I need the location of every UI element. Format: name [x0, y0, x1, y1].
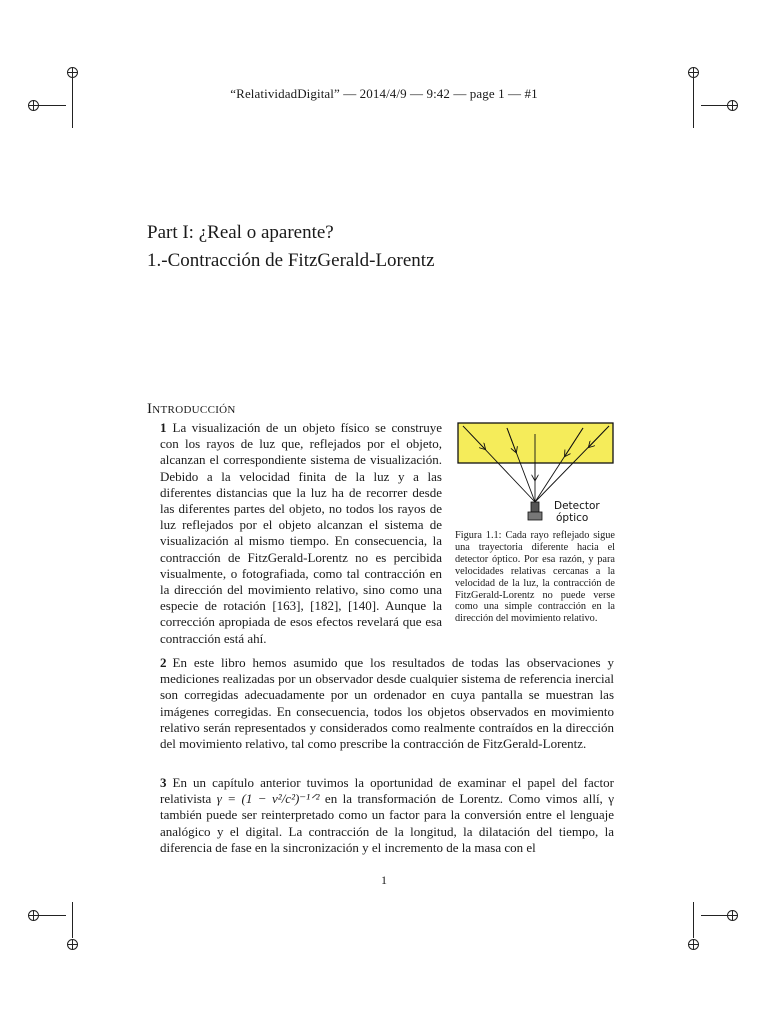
paragraph-number: 1 — [160, 420, 167, 435]
gamma-formula: γ = (1 − v²/c²)⁻¹ᐟ² — [216, 791, 320, 807]
detector-icon — [528, 502, 542, 520]
running-head: “RelatividadDigital” — 2014/4/9 — 9:42 — page 1 — #1 — [230, 86, 538, 101]
paragraph-1 — [160, 420, 442, 647]
paragraph-text-before: En un capítulo anterior tuvimos la oportunidad de examinar el papel del factor relativista — [160, 775, 614, 807]
moving-object-rect — [458, 423, 613, 463]
paragraph-3 — [160, 775, 614, 856]
paragraph-text-after: en la transformación de Lorentz. Como vimos allí, γ también puede ser reinterpretado como un factor para la conversión entre el lenguaje analógico y el digital. La contracción de la longitud, la dilatación del tiempo, la diferencia de fase en la sincronización y el incremento de la masa con el — [160, 791, 614, 855]
part-title: Part I: ¿Real o aparente? — [147, 222, 334, 243]
figure-diagram — [455, 420, 615, 528]
paragraph-number: 2 — [160, 655, 167, 670]
detector-label-line2: óptico — [556, 512, 589, 524]
paragraph-text: La visualización de un objeto físico se construye con los rayos de luz que, reflejados por el objeto, alcanzan el correspondiente sistema de visualización. Debido a la velocidad finita de la luz y a las diferentes distancias que la luz ha de recorrer desde las diferentes partes del objeto, no todos los rayos de luz reflejados por el objeto alcanzan el sistema de visualización al mismo tiempo. En consecuencia, la contracción de FitzGerald-Lorentz no es percibida visualmente, o fotografiada, como tal contracción en la dirección del movimiento relativo, sino como una especie de rotación [163], [182], [140]. Aunque la corrección apropiada de esos efectos revelará que esa contracción está ahí. — [160, 420, 442, 646]
chapter-title: 1.-Contracción de FitzGerald-Lorentz — [147, 250, 435, 271]
page-number: 1 — [381, 873, 387, 887]
figure-1-1 — [455, 420, 615, 625]
section-title: Introducción — [147, 401, 236, 417]
figure-caption: Figura 1.1: Cada rayo reflejado sigue una trayectoria diferente hacia el detector óptico. Por esa razón, y para velocidades relativas cercanas a la velocidad de la luz, la contracción de FitzGerald-Lorentz no puede verse como una simple contracción en la dirección del movimiento relativo. — [455, 530, 615, 625]
detector-label-line1: Detector — [554, 500, 600, 512]
paragraph-text: En este libro hemos asumido que los resultados de todas las observaciones y mediciones realizadas por un observador desde cualquier sistema de referencia inercial son corregidas adecuadamente por un ordenador en cuya pantalla se muestran las imágenes corregidas. En consecuencia, todos los objetos observados en movimiento relativo serán representados y considerados como realmente contraídos en la dirección del movimiento relativo, tal como prescribe la contracción de FitzGerald-Lorentz. — [160, 655, 614, 752]
paragraph-2 — [160, 655, 614, 752]
paragraph-number: 3 — [160, 775, 167, 790]
